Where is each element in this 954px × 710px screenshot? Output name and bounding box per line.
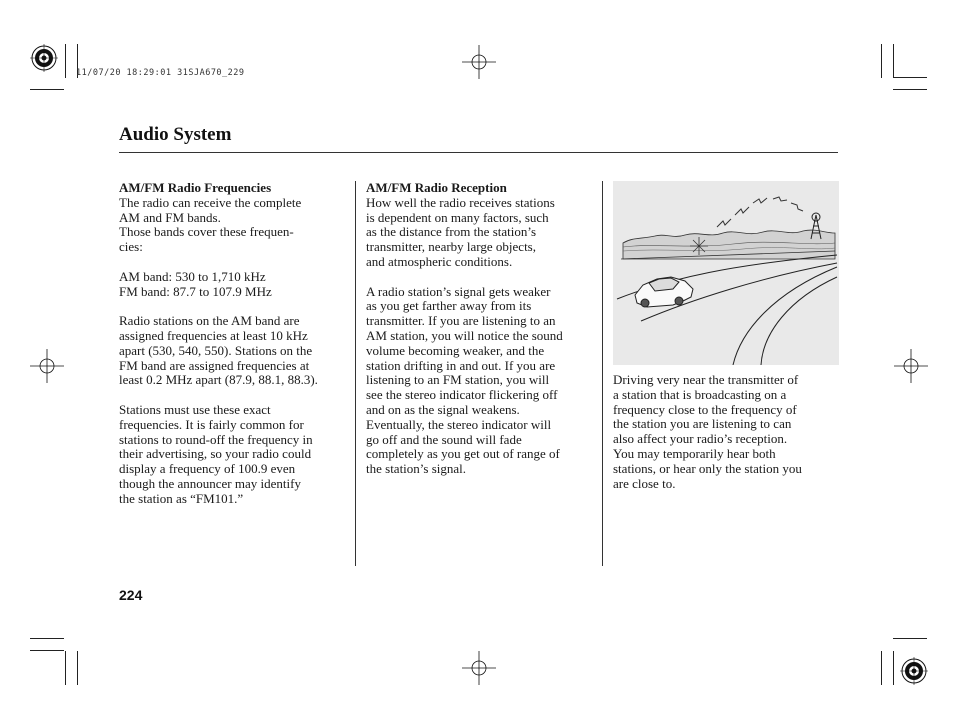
paragraph xyxy=(366,196,598,270)
paragraph xyxy=(119,314,351,388)
text-line: go off and the sound will fade xyxy=(366,431,522,447)
column-1 xyxy=(119,181,351,521)
text-line: frequency close to the frequency of xyxy=(613,401,797,417)
text-line: completely as you get out of range of xyxy=(366,446,560,462)
text-line: the station’s signal. xyxy=(366,461,467,477)
text-line: Eventually, the stereo indicator will xyxy=(366,416,552,432)
crop-mark xyxy=(30,89,64,90)
paragraph xyxy=(119,196,351,255)
column-divider xyxy=(355,181,356,566)
text-line: as you get farther away from its xyxy=(366,298,532,314)
text-line: and on as the signal weakens. xyxy=(366,401,520,417)
illustration-graphic xyxy=(613,181,839,365)
text-line: transmitter. If you are listening to an xyxy=(366,313,556,329)
text-line: transmitter, nearby large objects, xyxy=(366,239,536,255)
text-line: volume becoming weaker, and the xyxy=(366,342,545,358)
fm-band: FM band: 87.7 to 107.9 MHz xyxy=(119,283,272,299)
text-line: station drifting in and out. If you are xyxy=(366,357,556,373)
crop-mark xyxy=(893,89,927,90)
text-line: Stations must use these exact xyxy=(119,401,271,417)
text-line: cies: xyxy=(119,239,143,255)
paragraph xyxy=(366,285,598,477)
text-line: their advertising, so your radio could xyxy=(119,446,312,462)
column-2 xyxy=(366,181,598,492)
text-line: AM station, you will notice the sound xyxy=(366,327,563,343)
text-line: apart (530, 540, 550). Stations on the xyxy=(119,342,313,358)
text-line: are close to. xyxy=(613,475,676,491)
text-line: stations to round-off the frequency in xyxy=(119,431,313,447)
crosshair-icon xyxy=(30,349,64,383)
crop-mark xyxy=(881,44,882,78)
am-band: AM band: 530 to 1,710 kHz xyxy=(119,268,266,284)
text-line: see the stereo indicator flickering off xyxy=(366,387,558,403)
crop-mark xyxy=(893,651,894,685)
text-line: The radio can receive the complete xyxy=(119,194,302,210)
crop-mark xyxy=(893,77,927,78)
crop-mark xyxy=(30,638,64,639)
title-divider xyxy=(119,152,838,153)
paragraph xyxy=(119,403,351,507)
text-line: the station you are listening to can xyxy=(613,416,792,432)
car-radio-transmitter-illustration xyxy=(613,181,839,365)
text-line: stations, or hear only the station you xyxy=(613,460,802,476)
text-line: as the distance from the station’s xyxy=(366,224,537,240)
paragraph xyxy=(613,373,841,491)
crop-mark xyxy=(30,650,64,651)
crop-mark xyxy=(65,651,66,685)
registration-target-icon xyxy=(30,44,58,72)
crop-mark xyxy=(77,651,78,685)
text-line: display a frequency of 100.9 even xyxy=(119,461,296,477)
crosshair-icon xyxy=(462,651,496,685)
crop-mark xyxy=(893,44,894,78)
text-line: is dependent on many factors, such xyxy=(366,209,549,225)
crop-mark xyxy=(893,638,927,639)
text-line: a station that is broadcasting on a xyxy=(613,386,787,402)
print-stamp: 11/07/20 18:29:01 31SJA670_229 xyxy=(76,68,245,78)
crosshair-icon xyxy=(462,45,496,79)
text-line: A radio station’s signal gets weaker xyxy=(366,283,551,299)
section-heading: AM/FM Radio Frequencies xyxy=(119,180,272,195)
text-line: the station as “FM101.” xyxy=(119,490,244,506)
column-3 xyxy=(613,373,841,506)
text-line: Those bands cover these frequen- xyxy=(119,224,294,240)
column-divider xyxy=(602,181,603,566)
text-line: Radio stations on the AM band are xyxy=(119,313,300,329)
text-line: You may temporarily hear both xyxy=(613,445,776,461)
registration-target-icon xyxy=(900,657,928,685)
page-number: 224 xyxy=(119,587,143,603)
section-heading: AM/FM Radio Reception xyxy=(366,180,507,195)
text-line: listening to an FM station, you will xyxy=(366,372,550,388)
text-line: least 0.2 MHz apart (87.9, 88.1, 88.3). xyxy=(119,372,318,388)
text-line: FM band are assigned frequencies at xyxy=(119,357,310,373)
text-line: How well the radio receives stations xyxy=(366,194,555,210)
text-line: Driving very near the transmitter of xyxy=(613,372,799,387)
crop-mark xyxy=(881,651,882,685)
text-line: frequencies. It is fairly common for xyxy=(119,416,304,432)
band-list xyxy=(119,270,351,300)
text-line: AM and FM bands. xyxy=(119,209,221,225)
text-line: and atmospheric conditions. xyxy=(366,253,513,269)
text-line: assigned frequencies at least 10 kHz xyxy=(119,327,308,343)
page-title: Audio System xyxy=(119,124,232,145)
text-line: though the announcer may identify xyxy=(119,475,301,491)
crosshair-icon xyxy=(894,349,928,383)
crop-mark xyxy=(65,44,66,78)
text-line: also affect your radio’s reception. xyxy=(613,431,788,447)
